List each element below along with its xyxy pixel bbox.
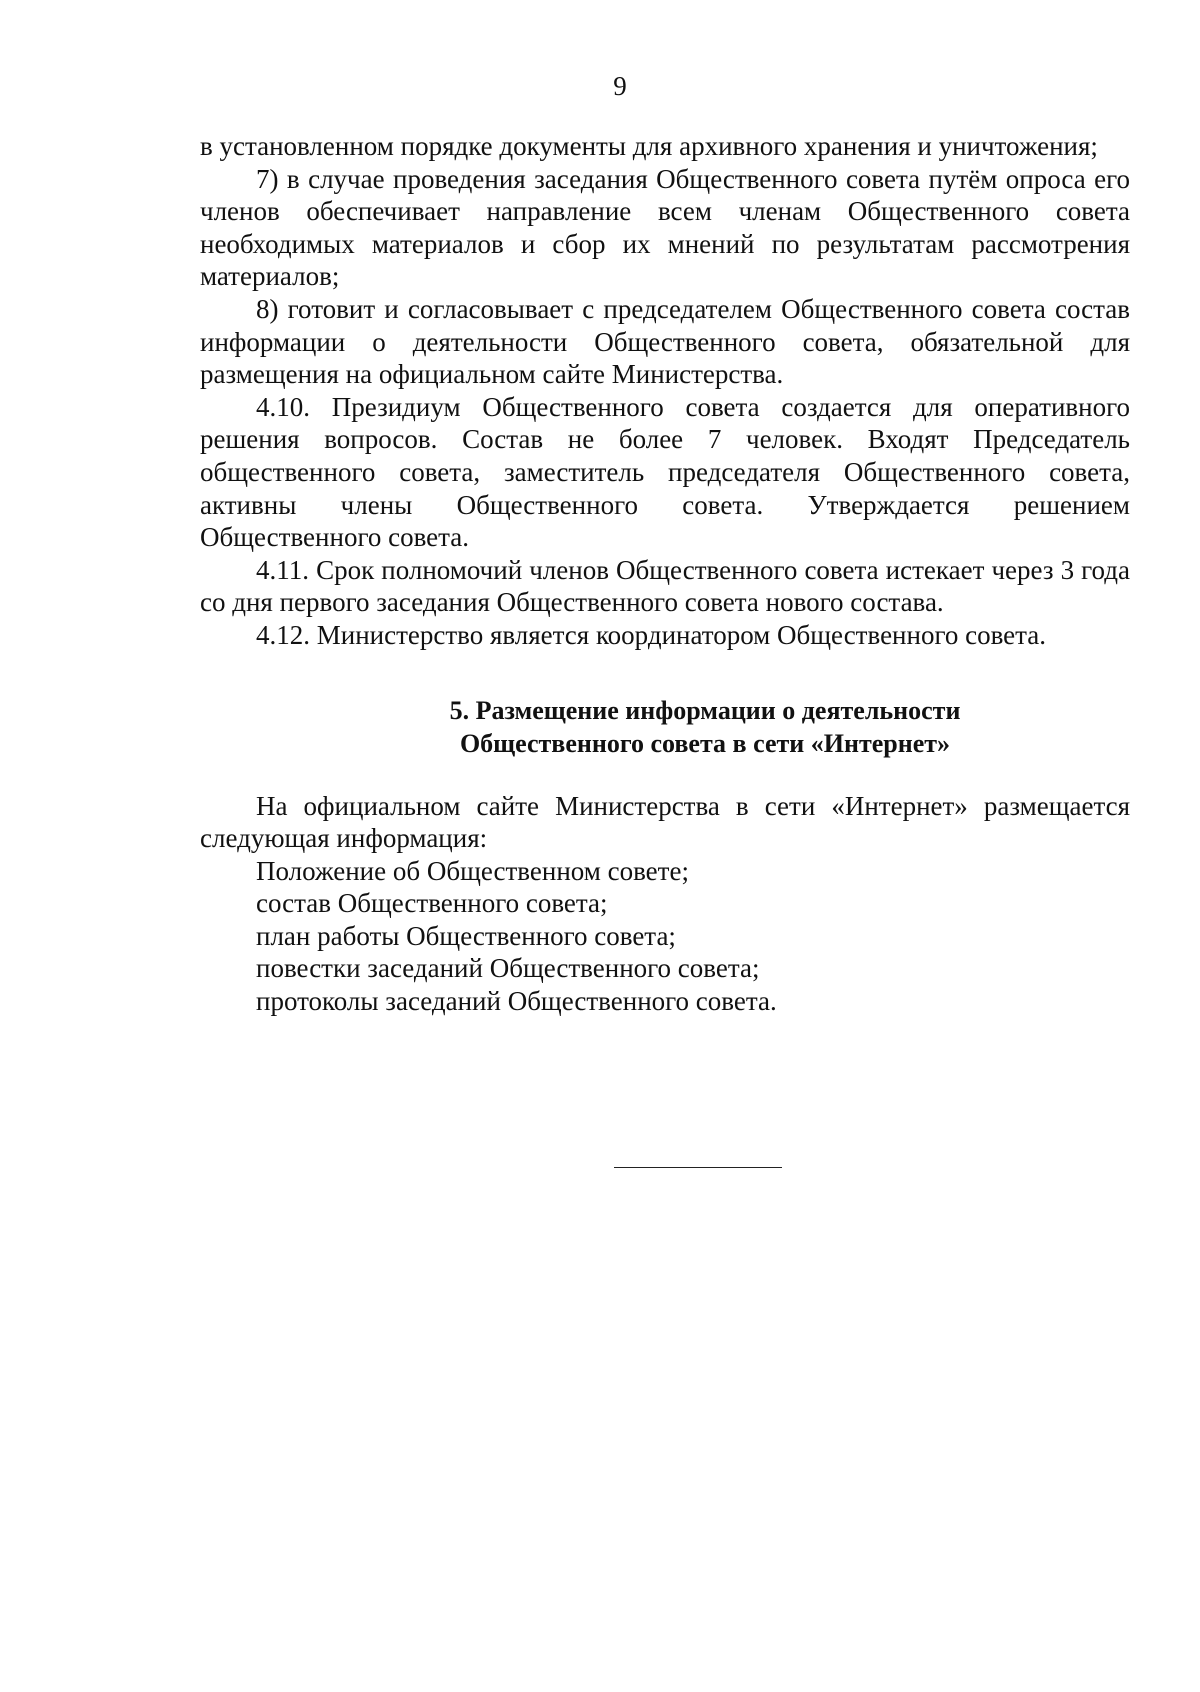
item-8-paragraph: 8) готовит и согласовывает с председателем Общественного совета состав информации о деятельности Общественного совета, обязательной для размещения на официальном сайте Министерства. — [200, 293, 1130, 390]
item-7-paragraph: 7) в случае проведения заседания Общественного совета путём опроса его членов обеспечивает направление всем членам Общественного совета необходимых материалов и сбор их мнений по результатам рассмотрения материалов; — [200, 163, 1130, 292]
list-item: Положение об Общественном совете; — [256, 855, 689, 886]
clause-4-11-paragraph: 4.11. Срок полномочий членов Общественного совета истекает через 3 года со дня первого заседания Общественного совета нового состава. — [200, 554, 1130, 618]
list-item: повестки заседаний Общественного совета; — [256, 953, 760, 984]
section-5-heading — [200, 694, 1130, 760]
list-item: план работы Общественного совета; — [256, 920, 676, 951]
section-5-heading-line-1: 5. Размещение информации о деятельности — [449, 695, 961, 725]
clause-4-10-paragraph: 4.10. Президиум Общественного совета создается для оперативного решения вопросов. Состав не более 7 человек. Входят Председатель общественного совета, заместитель председателя Общественного совета, активны члены Общественного совета. Утверждается решением Общественного совета. — [200, 391, 1130, 553]
section-5-intro-paragraph: На официальном сайте Министерства в сети «Интернет» размещается следующая информация: — [200, 790, 1130, 854]
section-5-heading-line-2: Общественного совета в сети «Интернет» — [459, 728, 951, 758]
list-item: протоколы заседаний Общественного совета. — [256, 986, 777, 1017]
end-of-document-rule — [614, 1167, 782, 1168]
list-item: состав Общественного совета; — [256, 888, 608, 919]
document-body — [200, 130, 1130, 1018]
clause-4-12-paragraph: 4.12. Министерство является координатором Общественного совета. — [256, 619, 1047, 650]
page-number: 9 — [613, 71, 627, 101]
continuation-paragraph: в установленном порядке документы для архивного хранения и уничтожения; — [200, 131, 1098, 161]
